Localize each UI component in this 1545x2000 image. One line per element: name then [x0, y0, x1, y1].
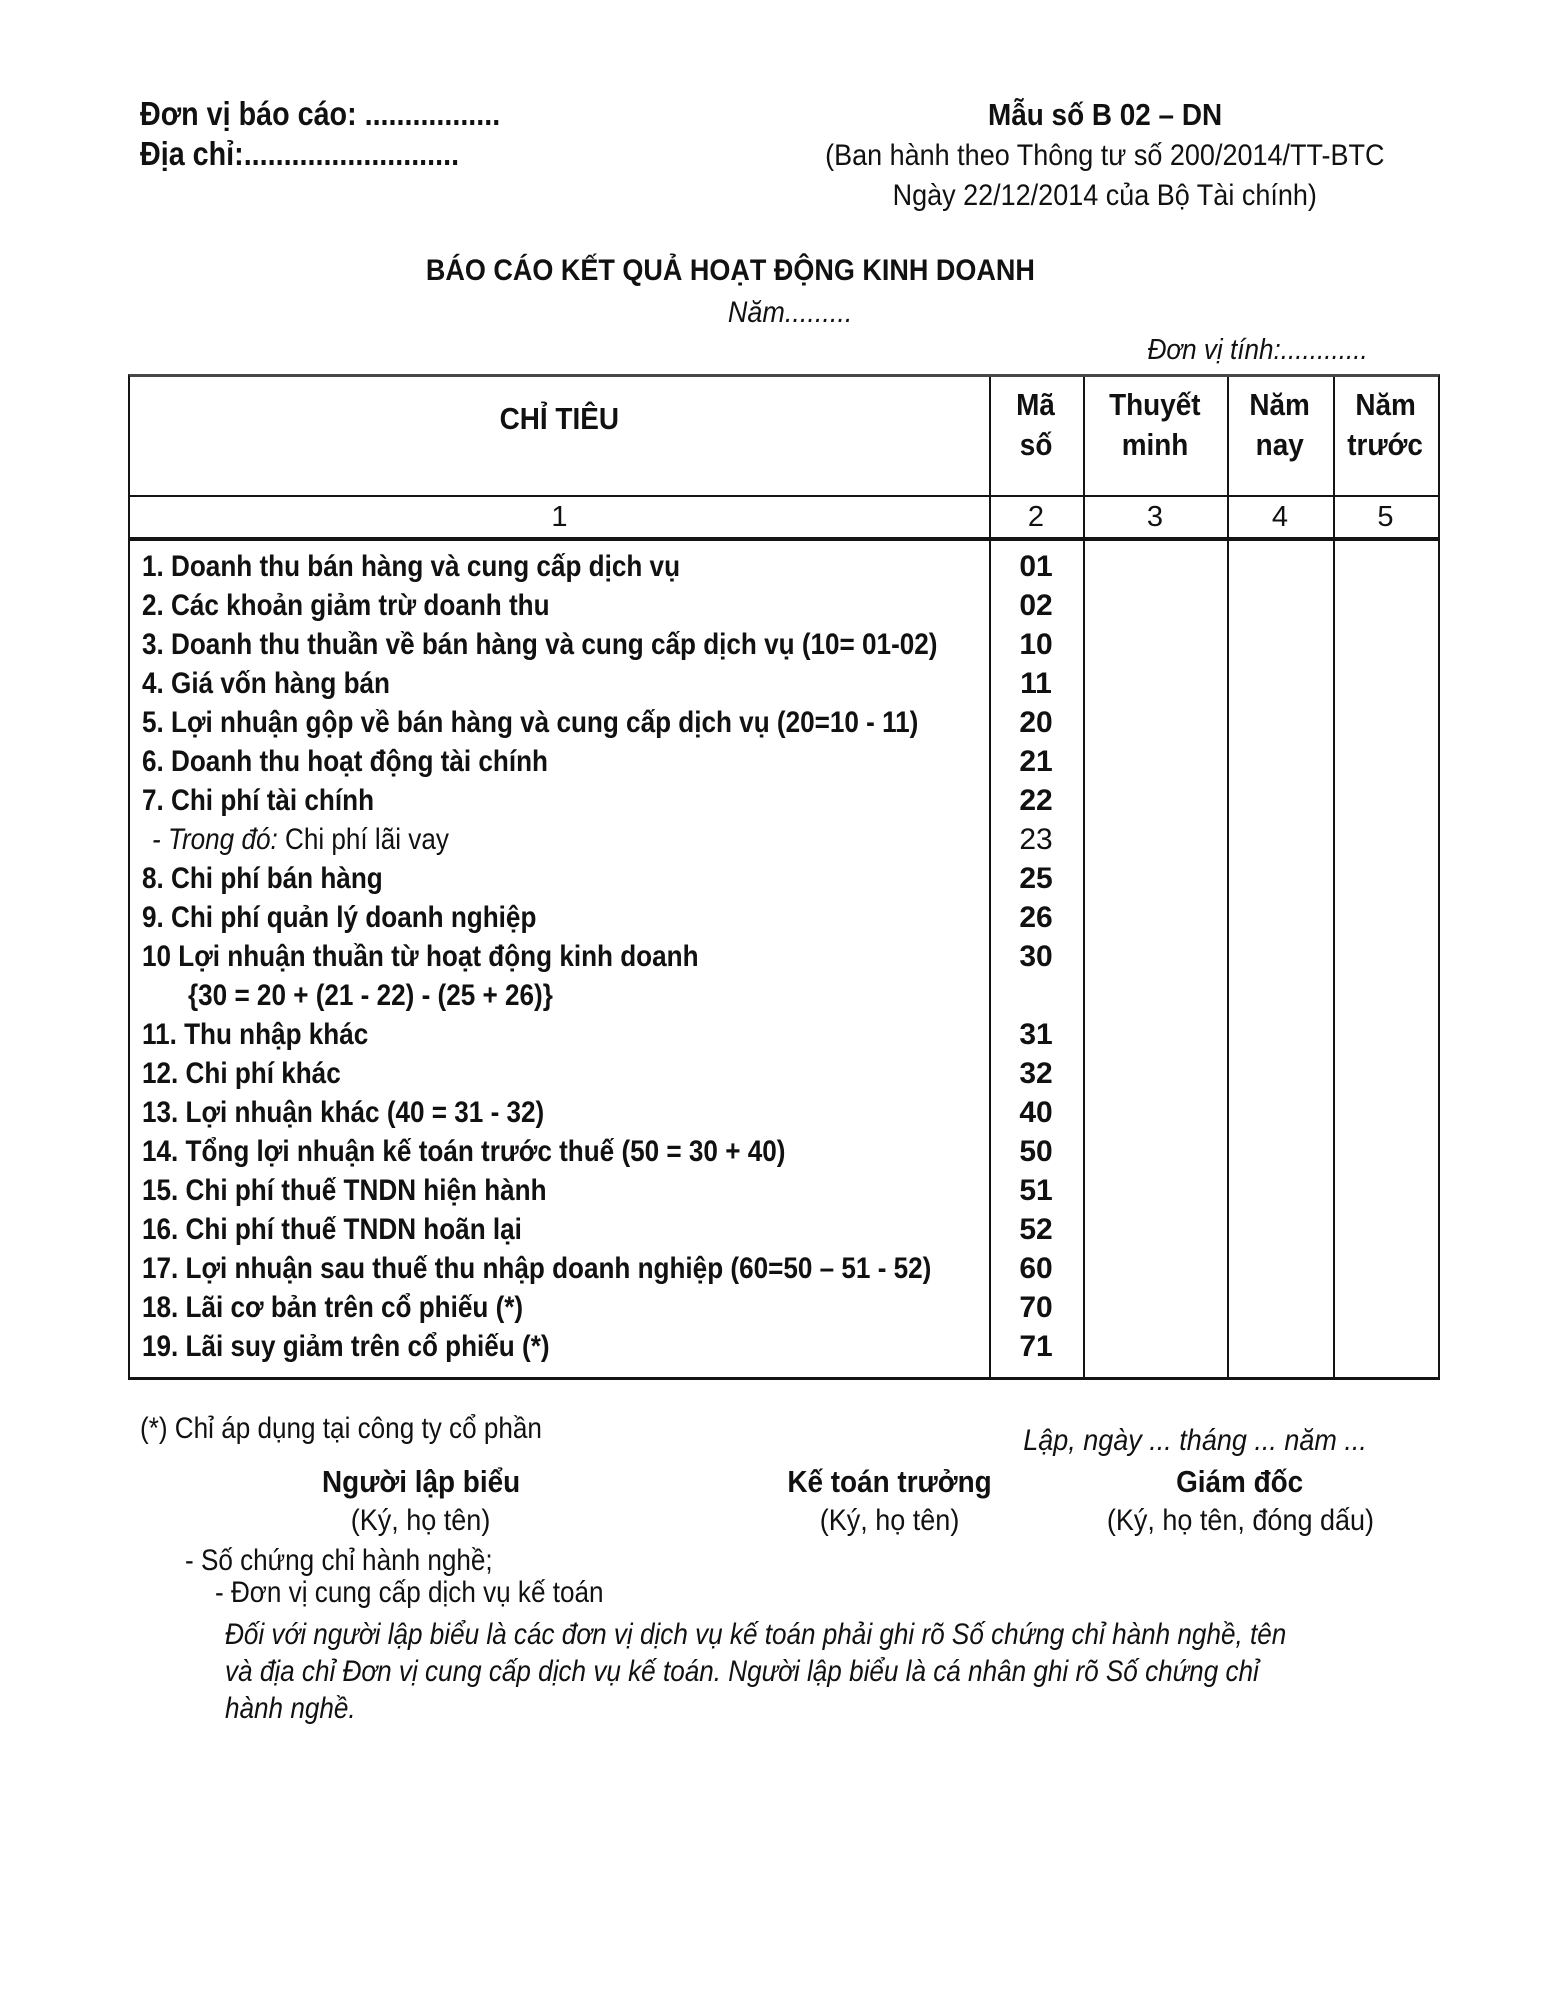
column-number-1: 1	[551, 501, 568, 533]
row-label	[142, 664, 427, 703]
header-text: trước	[1347, 427, 1424, 462]
table-row	[130, 1015, 1438, 1054]
note-line-text: Đối với người lập biểu là các đơn vị dịch vụ kế toán phải ghi rõ Số chứng chỉ hành nghề, tên	[225, 1618, 1287, 1651]
row-label-text: 9. Chi phí quản lý doanh nghiệp	[142, 901, 537, 934]
row-label-text: 4. Giá vốn hàng bán	[142, 667, 390, 700]
accountant-note-paragraph	[225, 1616, 1445, 1727]
row-label-text: {30 = 20 + (21 - 22) - (25 + 26)}	[188, 979, 553, 1012]
table-row	[130, 703, 1438, 742]
table-row	[130, 742, 1438, 781]
note-line-text: hành nghề.	[225, 1692, 356, 1725]
column-number-5: 5	[1377, 501, 1394, 533]
income-statement-table	[128, 374, 1440, 1380]
unit-note-row	[1123, 334, 1368, 367]
header-text: nay	[1255, 427, 1305, 462]
header-text: Thuyết	[1109, 387, 1201, 422]
date-line: Lập, ngày ... tháng ... năm ...	[1023, 1424, 1367, 1457]
row-label	[142, 1171, 607, 1210]
table-header-row	[130, 377, 1438, 497]
row-label	[142, 937, 782, 976]
note-line	[225, 1690, 1445, 1727]
column-number-4: 4	[1271, 501, 1289, 533]
row-label	[142, 547, 760, 586]
address-line: Địa chỉ:...........................	[140, 135, 460, 172]
table-row	[130, 859, 1438, 898]
row-label-text: 5. Lợi nhuận gộp về bán hàng và cung cấp dịch vụ (20=10 - 11)	[142, 706, 919, 739]
report-title: BÁO CÁO KẾT QUẢ HOẠT ĐỘNG KINH DOANH	[425, 254, 1035, 287]
column-number-row	[130, 497, 1438, 541]
header-text: Mã	[1016, 387, 1056, 422]
row-label	[142, 1249, 1049, 1288]
row-label	[142, 742, 609, 781]
signature-sub-text: (Ký, họ tên, đóng dấu)	[1106, 1504, 1374, 1537]
note-line	[225, 1616, 1445, 1653]
cert-line-row	[185, 1544, 539, 1578]
issued-line-1: (Ban hành theo Thông tư số 200/2014/TT-BTC	[825, 139, 1385, 172]
signature-sub-1	[171, 1504, 671, 1538]
row-code: 30	[1019, 940, 1053, 973]
header-cell-1	[130, 377, 989, 495]
provider-line: - Đơn vị cung cấp dịch vụ kế toán	[215, 1576, 604, 1609]
header-text: Năm	[1249, 387, 1311, 422]
unit-note: Đơn vị tính:............	[1147, 334, 1368, 366]
row-label-text: 17. Lợi nhuận sau thuế thu nhập doanh nghiệp (60=50 – 51 - 52)	[142, 1252, 932, 1285]
signature-title-1	[171, 1464, 671, 1500]
row-code: 21	[1019, 745, 1053, 778]
row-label-text: 6. Doanh thu hoạt động tài chính	[142, 745, 548, 778]
header-line	[1333, 385, 1438, 425]
row-code: 31	[1019, 1018, 1053, 1051]
column-number-3: 3	[1146, 501, 1164, 533]
row-label	[142, 859, 419, 898]
table-row	[130, 1210, 1438, 1249]
row-code: 01	[1019, 550, 1053, 583]
table-row	[130, 781, 1438, 820]
row-label-text: 8. Chi phí bán hàng	[142, 862, 383, 895]
row-code: 52	[1019, 1213, 1053, 1246]
header-text: Năm	[1355, 387, 1416, 422]
year-line: Năm.........	[727, 296, 853, 329]
signature-title-3	[990, 1464, 1490, 1500]
row-label-text: 7. Chi phí tài chính	[142, 784, 375, 817]
row-label	[142, 1327, 610, 1366]
row-code: 23	[1019, 823, 1053, 856]
header-text: minh	[1121, 427, 1189, 462]
row-code: 51	[1019, 1174, 1053, 1207]
header-line	[1333, 425, 1438, 465]
row-code: 60	[1019, 1252, 1053, 1285]
row-label	[142, 586, 610, 625]
star-note-row	[140, 1412, 602, 1446]
header-line	[989, 425, 1083, 465]
reporting-unit-line: Đơn vị báo cáo: .................	[140, 95, 501, 132]
signature-sub-text: (Ký, họ tên)	[820, 1504, 960, 1537]
note-line-text: và địa chỉ Đơn vị cung cấp dịch vụ kế toán. Người lập biểu là cá nhân ghi rõ Số chứng chỉ	[225, 1655, 1259, 1688]
row-label-text: 14. Tổng lợi nhuận kế toán trước thuế (50 = 30 + 40)	[142, 1135, 786, 1168]
header-text: CHỈ TIÊU	[499, 401, 620, 436]
issued-line-2: Ngày 22/12/2014 của Bộ Tài chính)	[892, 179, 1318, 212]
table-row	[130, 820, 1438, 859]
row-label	[142, 1132, 882, 1171]
table-row	[130, 976, 1438, 1015]
table-row	[130, 586, 1438, 625]
row-label	[142, 1210, 579, 1249]
table-row	[130, 664, 1438, 703]
header-line	[1227, 425, 1333, 465]
table-row	[130, 547, 1438, 586]
header-line	[130, 399, 989, 439]
table-row	[130, 1171, 1438, 1210]
row-code: 40	[1019, 1096, 1053, 1129]
row-label	[142, 1015, 402, 1054]
row-label	[142, 1093, 604, 1132]
row-code: 11	[1020, 667, 1052, 700]
header-line	[1083, 425, 1227, 465]
star-note: (*) Chỉ áp dụng tại công ty cổ phần	[140, 1412, 542, 1445]
header-line	[989, 385, 1083, 425]
table-row	[130, 898, 1438, 937]
form-info-block	[760, 95, 1450, 216]
row-label-text: 11. Thu nhập khác	[142, 1018, 369, 1051]
row-label-text: 3. Doanh thu thuần về bán hàng và cung cấp dịch vụ (10= 01-02)	[142, 628, 938, 661]
header-cell-3	[1083, 377, 1227, 495]
row-label-text: 15. Chi phí thuế TNDN hiện hành	[142, 1174, 547, 1207]
row-label	[152, 820, 493, 859]
table-row	[130, 625, 1438, 664]
year-row	[130, 296, 1450, 330]
row-label	[142, 625, 1056, 664]
header-line	[1227, 385, 1333, 425]
row-label	[142, 1288, 580, 1327]
row-code: 02	[1019, 589, 1053, 622]
row-code: 71	[1019, 1330, 1053, 1363]
table-body	[130, 541, 1438, 1377]
form-number: Mẫu số B 02 – DN	[987, 97, 1223, 132]
row-code: 50	[1019, 1135, 1053, 1168]
table-inner	[130, 377, 1438, 1377]
row-label	[142, 703, 1034, 742]
header-text: số	[1019, 427, 1053, 462]
note-line	[225, 1653, 1445, 1690]
header-cell-5	[1333, 377, 1438, 495]
table-row	[130, 1054, 1438, 1093]
table-row	[130, 1132, 1438, 1171]
row-label-text: - Trong đó: Chi phí lãi vay	[152, 823, 449, 856]
row-label-text: 2. Các khoản giảm trừ doanh thu	[142, 589, 550, 622]
table-row	[130, 1093, 1438, 1132]
row-label-text: 13. Lợi nhuận khác (40 = 31 - 32)	[142, 1096, 545, 1129]
row-code: 70	[1019, 1291, 1053, 1324]
row-label-text: 12. Chi phí khác	[142, 1057, 341, 1090]
row-label-text: 10 Lợi nhuận thuần từ hoạt động kinh doanh	[142, 940, 699, 973]
row-code: 25	[1019, 862, 1053, 895]
row-label	[188, 976, 607, 1015]
table-row	[130, 1249, 1438, 1288]
signature-title-text: Người lập biểu	[321, 1464, 521, 1499]
signature-title-text: Giám đốc	[1176, 1464, 1304, 1499]
header-cell-2	[989, 377, 1083, 495]
header-line	[1083, 385, 1227, 425]
reporting-unit-block	[140, 94, 554, 174]
column-number-2: 2	[1027, 501, 1045, 533]
cert-line: - Số chứng chỉ hành nghề;	[185, 1544, 493, 1577]
row-code: 10	[1019, 628, 1053, 661]
row-label-text: 18. Lãi cơ bản trên cổ phiếu (*)	[142, 1291, 524, 1324]
row-code: 22	[1019, 784, 1053, 817]
row-code: 26	[1019, 901, 1053, 934]
row-label-text: 19. Lãi suy giảm trên cổ phiếu (*)	[142, 1330, 550, 1363]
signature-sub-3	[990, 1504, 1490, 1538]
signature-title-text: Kế toán trưởng	[787, 1464, 993, 1499]
report-title-row	[130, 254, 1330, 288]
row-code: 32	[1019, 1057, 1053, 1090]
row-label-prefix: - Trong đó:	[152, 823, 285, 856]
header-cell-4	[1227, 377, 1333, 495]
signature-sub-text: (Ký, họ tên)	[351, 1504, 491, 1537]
table-row	[130, 937, 1438, 976]
table-row	[130, 1327, 1438, 1366]
row-label	[142, 781, 409, 820]
row-code: 20	[1019, 706, 1053, 739]
table-row	[130, 1288, 1438, 1327]
date-line-row	[985, 1424, 1367, 1458]
row-label	[142, 1054, 370, 1093]
row-label	[142, 898, 595, 937]
row-label-text: 16. Chi phí thuế TNDN hoãn lại	[142, 1213, 522, 1246]
row-label-text: 1. Doanh thu bán hàng và cung cấp dịch vụ	[142, 550, 681, 583]
provider-line-row	[215, 1576, 662, 1610]
